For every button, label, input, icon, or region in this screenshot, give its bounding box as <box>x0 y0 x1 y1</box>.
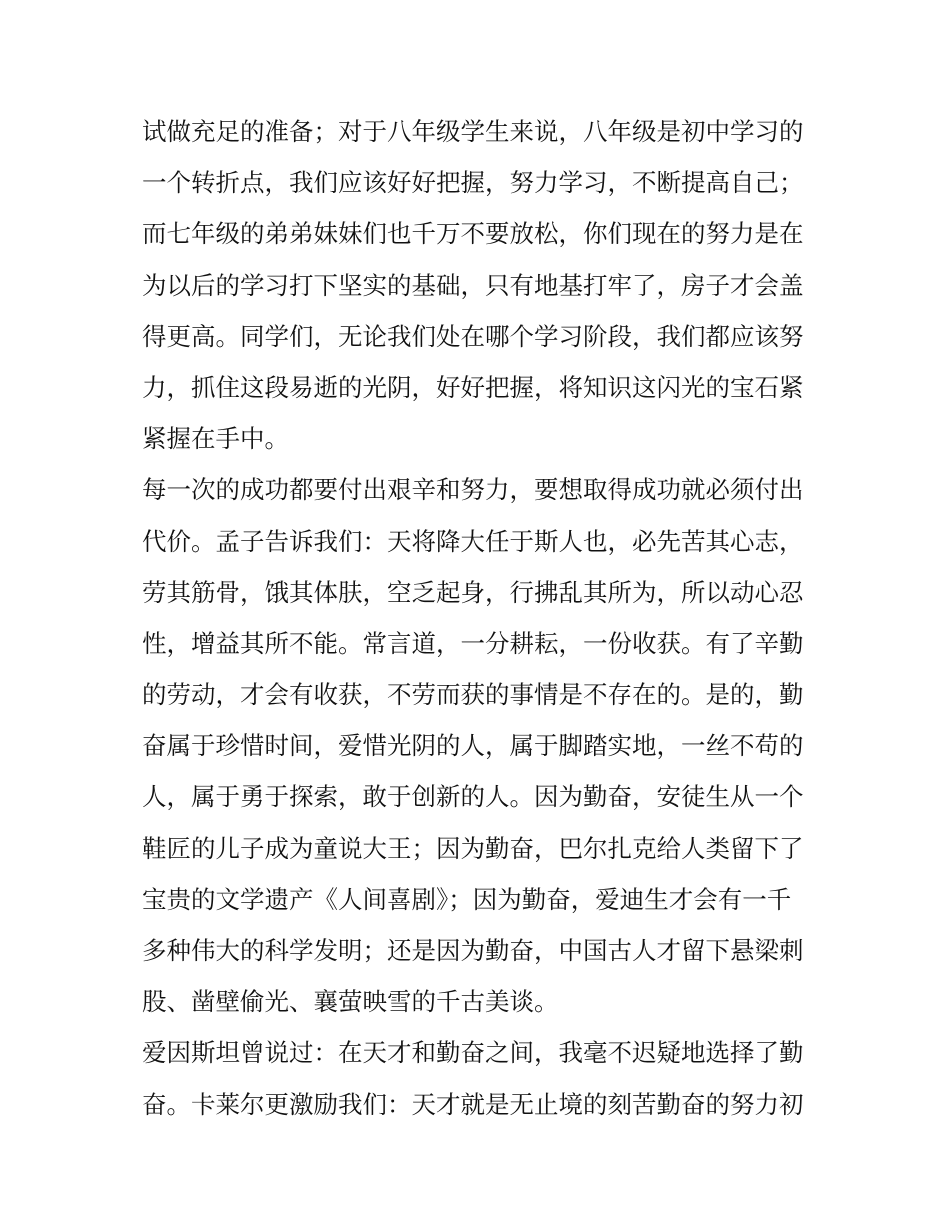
text-line: 为以后的学习打下坚实的基础，只有地基打牢了，房子才会盖 <box>142 270 804 300</box>
text-line: 宝贵的文学遗产《人间喜剧》；因为勤奋，爱迪生才会有一千 <box>142 884 792 914</box>
text-line: 鞋匠的儿子成为童说大王；因为勤奋，巴尔扎克给人类留下了 <box>142 833 804 863</box>
text-line: 爱因斯坦曾说过：在天才和勤奋之间，我毫不迟疑地选择了勤 <box>142 1038 804 1068</box>
text-line: 劳其筋骨，饿其体肤，空乏起身，行拂乱其所为，所以动心忍 <box>142 577 804 607</box>
text-line: 代价。孟子告诉我们：天将降大任于斯人也，必先苦其心志， <box>142 526 804 556</box>
text-line: 紧握在手中。 <box>142 424 289 454</box>
text-line: 而七年级的弟弟妹妹们也千万不要放松，你们现在的努力是在 <box>142 219 804 249</box>
text-line: 得更高。同学们，无论我们处在哪个学习阶段，我们都应该努 <box>142 321 804 351</box>
text-line: 股、凿壁偷光、襄萤映雪的千古美谈。 <box>142 987 559 1017</box>
text-line: 人，属于勇于探索，敢于创新的人。因为勤奋，安徒生从一个 <box>142 782 804 812</box>
text-line: 性，增益其所不能。常言道，一分耕耘，一份收获。有了辛勤 <box>142 628 804 658</box>
text-line: 奋。卡莱尔更激励我们：天才就是无止境的刻苦勤奋的努力初 <box>142 1089 804 1119</box>
document-body-text <box>142 106 812 1130</box>
text-line: 多种伟大的科学发明；还是因为勤奋，中国古人才留下悬梁刺 <box>142 936 804 965</box>
text-line: 一个转折点，我们应该好好把握，努力学习，不断提高自己； <box>142 168 804 198</box>
text-line: 试做充足的准备；对于八年级学生来说，八年级是初中学习的 <box>142 117 804 146</box>
text-line: 奋属于珍惜时间，爱惜光阴的人，属于脚踏实地，一丝不苟的 <box>142 731 804 761</box>
text-line: 的劳动，才会有收获，不劳而获的事情是不存在的。是的，勤 <box>142 680 804 710</box>
text-line: 每一次的成功都要付出艰辛和努力，要想取得成功就必须付出 <box>142 475 804 505</box>
text-line: 力，抓住这段易逝的光阴，好好把握，将知识这闪光的宝石紧 <box>142 372 804 402</box>
